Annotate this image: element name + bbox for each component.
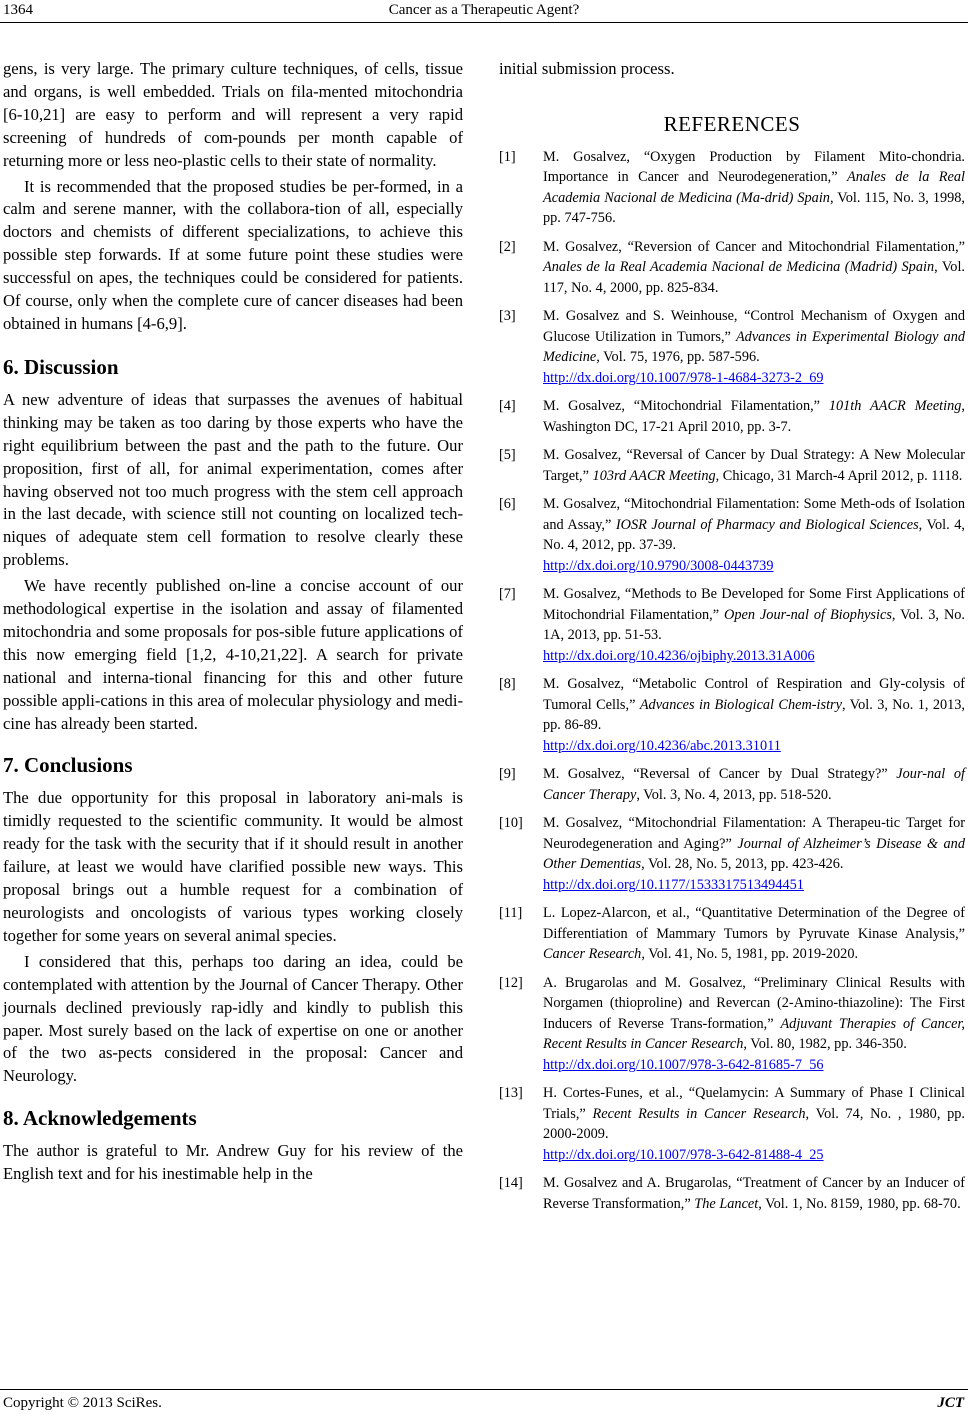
reference-details: , Vol. 3, No. 1A, 2013, pp. 51-53. [543, 606, 966, 644]
reference-text [543, 494, 965, 576]
reference-number: [1] [499, 148, 516, 165]
reference-journal: 103rd AACR Meeting [592, 467, 716, 484]
section-heading-discussion: 6. Discussion [3, 354, 119, 379]
reference-details: , Vol. 80, 1982, pp. 346-350. [743, 1036, 907, 1053]
reference-item [499, 396, 965, 437]
reference-details: , Vol. 117, No. 4, 2000, pp. 825-834. [543, 259, 965, 296]
reference-journal: Adjuvant Therapies of Cancer, Recent Results in Cancer Research [543, 1015, 965, 1053]
reference-text [543, 674, 965, 756]
reference-journal: Recent Results in Cancer Research [592, 1105, 806, 1122]
reference-authors-title: A. Brugarolas and M. Gosalvez, “Preliminary Clinical Results with Norgamen (thioproline) and Revercan (2-Amino-thiazoline): The First Inducers of Reverse Trans-formation,” [543, 974, 965, 1032]
page-header [0, 0, 968, 23]
reference-journal: Advances in Biological Chem-istry [639, 696, 842, 713]
reference-number: [6] [499, 496, 516, 513]
reference-journal: Jour-nal of Cancer Therapy [543, 766, 965, 803]
paragraph: The due opportunity for this proposal in laboratory ani-mals is timidly requested to the scientific community. It would be almost ready for the task with the security that if it should result in another failure, at least we would have clarified possible new ways. This proposal brings out a humble request for a combination of neurologists and oncologists of various types working closely together for some years on several animal species. [3, 788, 463, 945]
reference-authors-title: M. Gosalvez, “Reversal of Cancer by Dual Strategy: A New Molecular Target,” [543, 447, 965, 484]
reference-details: , Vol. 74, No. , 1980, pp. 2000-2009. [543, 1105, 966, 1143]
reference-text [543, 237, 965, 299]
section-heading-conclusions: 7. Conclusions [3, 753, 133, 778]
reference-item [499, 674, 965, 756]
reference-doi-link[interactable]: http://dx.doi.org/10.1177/1533317513494451 [543, 876, 804, 893]
running-title: Cancer as a Therapeutic Agent? [388, 2, 580, 18]
references-heading: REFERENCES [663, 111, 801, 136]
reference-doi-link[interactable]: http://dx.doi.org/10.1007/978-3-642-81488-4_25 [543, 1146, 824, 1163]
reference-authors-title: M. Gosalvez and A. Brugarolas, “Treatment of Cancer by an Inducer of Reverse Transformation,” [543, 1175, 965, 1212]
reference-journal: Cancer Research [543, 946, 642, 963]
reference-number: [9] [499, 766, 516, 783]
reference-journal: Advances in Experimental Biology and Medicine [543, 328, 965, 366]
reference-details: , Chicago, 31 March-4 April 2012, p. 1118. [715, 467, 963, 484]
reference-details: , Vol. 3, No. 4, 2013, pp. 518-520. [636, 786, 832, 803]
reference-text [543, 1173, 965, 1214]
right-column [499, 58, 965, 1222]
reference-journal: IOSR Journal of Pharmacy and Biological Sciences [615, 516, 919, 533]
reference-authors-title: H. Cortes-Funes, et al., “Quelamycin: A Summary of Phase I Clinical Trials,” [543, 1085, 965, 1122]
reference-text [543, 445, 965, 486]
reference-journal: Open Jour-nal of Biophysics [724, 606, 892, 623]
reference-number: [7] [499, 586, 516, 603]
reference-number: [13] [499, 1085, 523, 1102]
reference-details: , Vol. 3, No. 1, 2013, pp. 86-89. [543, 696, 966, 734]
reference-doi-link[interactable]: http://dx.doi.org/10.9790/3008-0443739 [543, 557, 774, 574]
section-heading-acknowledgements: 8. Acknowledgements [3, 1106, 197, 1131]
reference-journal: The Lancet [694, 1195, 759, 1212]
reference-details: , Vol. 41, No. 5, 1981, pp. 2019-2020. [641, 946, 859, 963]
paragraph: A new adventure of ideas that surpasses the avenues of habitual thinking may be taken as too daring by those experts who have the right equilibrium between the past and the path to the future. Our proposition, first of all, for animal experimentation, comes after having observed not too much progress with the stem cell approach in the last decade, with science still not counting on localized tech-niques of adequate stem cell formation to resolve clearly these problems. [3, 389, 463, 570]
reference-text [543, 764, 965, 805]
reference-details: , Vol. 28, No. 5, 2013, pp. 423-426. [641, 856, 844, 873]
reference-number: [4] [499, 398, 516, 415]
reference-item [499, 973, 965, 1076]
reference-authors-title: L. Lopez-Alarcon, et al., “Quantitative Determination of the Degree of Differentiation of Mammary Tumors by Pyruvate Kinase Analysis,” [543, 905, 965, 942]
reference-details: , Washington DC, 17-21 April 2010, pp. 3-7. [543, 398, 965, 435]
reference-authors-title: M. Gosalvez, “Mitochondrial Filamentation: Some Meth-ods of Isolation and Assay,” [543, 496, 965, 533]
reference-journal: Journal of Alzheimer’s Disease & and Other Dementias [543, 835, 965, 873]
reference-authors-title: M. Gosalvez, “Oxygen Production by Filament Mito-chondria. Importance in Cancer and Neurodegeneration,” [543, 148, 965, 186]
paragraph: gens, is very large. The primary culture techniques, of cells, tissue and organs, is well embedded. Trials on fila-mented mitochondria [6-10,21] are easy to perform and will represent a very rapid screening of hundreds of com-pounds per month capable of returning more or less neo-plastic cells to their state of normality. [3, 59, 463, 170]
reference-doi-link[interactable]: http://dx.doi.org/10.1007/978-3-642-81685-7_56 [543, 1056, 824, 1073]
reference-authors-title: M. Gosalvez, “Methods to Be Developed for Some First Applications of Mitochondrial Filamentation,” [543, 586, 965, 623]
reference-list [499, 147, 965, 1215]
paragraph: The author is grateful to Mr. Andrew Guy for his review of the English text and for his inestimable help in the [3, 1141, 463, 1184]
reference-item [499, 494, 965, 576]
reference-authors-title: M. Gosalvez, “Reversion of Cancer and Mitochondrial Filamentation,” [543, 238, 965, 255]
reference-authors-title: M. Gosalvez, “Mitochondrial Filamentation,” [543, 398, 829, 415]
reference-number: [2] [499, 238, 516, 255]
reference-authors-title: M. Gosalvez, “Metabolic Control of Respiration and Gly-colysis of Tumoral Cells,” [543, 676, 965, 713]
reference-authors-title: M. Gosalvez, “Reversal of Cancer by Dual Strategy?” [543, 766, 897, 783]
reference-text [543, 584, 965, 666]
reference-number: [10] [499, 815, 523, 832]
reference-text [543, 306, 965, 388]
reference-journal: Anales de la Real Academia Nacional de Medicina (Madrid) Spain [543, 259, 935, 276]
reference-text [543, 903, 965, 965]
reference-authors-title: M. Gosalvez and S. Weinhouse, “Control Mechanism of Oxygen and Glucose Utilization in Tumors,” [543, 308, 965, 345]
reference-item [499, 1173, 965, 1214]
reference-number: [14] [499, 1175, 523, 1192]
page-footer [0, 1389, 968, 1415]
reference-text [543, 973, 965, 1076]
reference-authors-title: M. Gosalvez, “Mitochondrial Filamentation: A Therapeu-tic Target for Neurodegeneration and Aging?” [543, 815, 965, 852]
reference-number: [8] [499, 676, 516, 693]
reference-item [499, 1083, 965, 1165]
reference-number: [3] [499, 308, 516, 325]
reference-text [543, 396, 965, 437]
reference-item [499, 584, 965, 666]
reference-number: [12] [499, 974, 523, 991]
reference-details: , Vol. 4, No. 4, 2012, pp. 37-39. [543, 516, 965, 554]
reference-number: [5] [499, 447, 516, 464]
reference-number: [11] [499, 905, 523, 922]
paragraph: It is recommended that the proposed studies be per-formed, in a calm and serene manner, with the collabora-tion of all, especially doctors and chemists of different specializations, to achieve this possible step forwards. If at some future point these studies were successful on apes, the techniques could be considered for patients. Of course, only when the complete cure of cancer diseases had been obtained in humans [4-6,9]. [3, 176, 463, 333]
reference-doi-link[interactable]: http://dx.doi.org/10.1007/978-1-4684-3273-2_69 [543, 369, 824, 386]
reference-item [499, 147, 965, 229]
left-column [3, 58, 463, 1186]
reference-item [499, 445, 965, 486]
paragraph: I considered that this, perhaps too daring an idea, could be contemplated with attention by the Journal of Cancer Therapy. Other journals declined previously rap-idly and kindly to publish this paper. Most surely based on the lack of expertise on one or another of the two as-pects considered in the proposal: Cancer and Neurology. [3, 951, 463, 1086]
reference-doi-link[interactable]: http://dx.doi.org/10.4236/ojbiphy.2013.31A006 [543, 647, 815, 664]
copyright-notice: Copyright © 2013 SciRes. [3, 1395, 162, 1411]
reference-item [499, 764, 965, 805]
reference-item [499, 237, 965, 299]
reference-details: , Vol. 1, No. 8159, 1980, pp. 68-70. [758, 1195, 961, 1212]
reference-item [499, 813, 965, 895]
page-number: 1364 [3, 2, 33, 18]
paragraph: We have recently published on-line a concise account of our methodological expertise in the isolation and assay of filamented mitochondria and some proposals for pos-sible future applications of this now emerging field [1,2, 4-10,21,22]. A search for private national and interna-tional financing for this and other future possible appli-cations in this area of molecular physiology and medi-cine has already been started. [3, 576, 463, 733]
reference-item [499, 306, 965, 388]
reference-text [543, 147, 965, 229]
reference-text [543, 813, 965, 895]
reference-details: , Vol. 115, No. 3, 1998, pp. 747-756. [543, 189, 966, 227]
reference-journal: Anales de la Real Academia Nacional de Medicina (Ma-drid) Spain [543, 169, 965, 206]
reference-doi-link[interactable]: http://dx.doi.org/10.4236/abc.2013.31011 [543, 737, 781, 754]
reference-details: , Vol. 75, 1976, pp. 587-596. [596, 349, 760, 366]
paragraph: initial submission process. [499, 59, 675, 78]
reference-text [543, 1083, 965, 1165]
reference-item [499, 903, 965, 965]
reference-journal: 101th AACR Meeting [828, 398, 962, 415]
journal-abbreviation: JCT [937, 1395, 964, 1411]
